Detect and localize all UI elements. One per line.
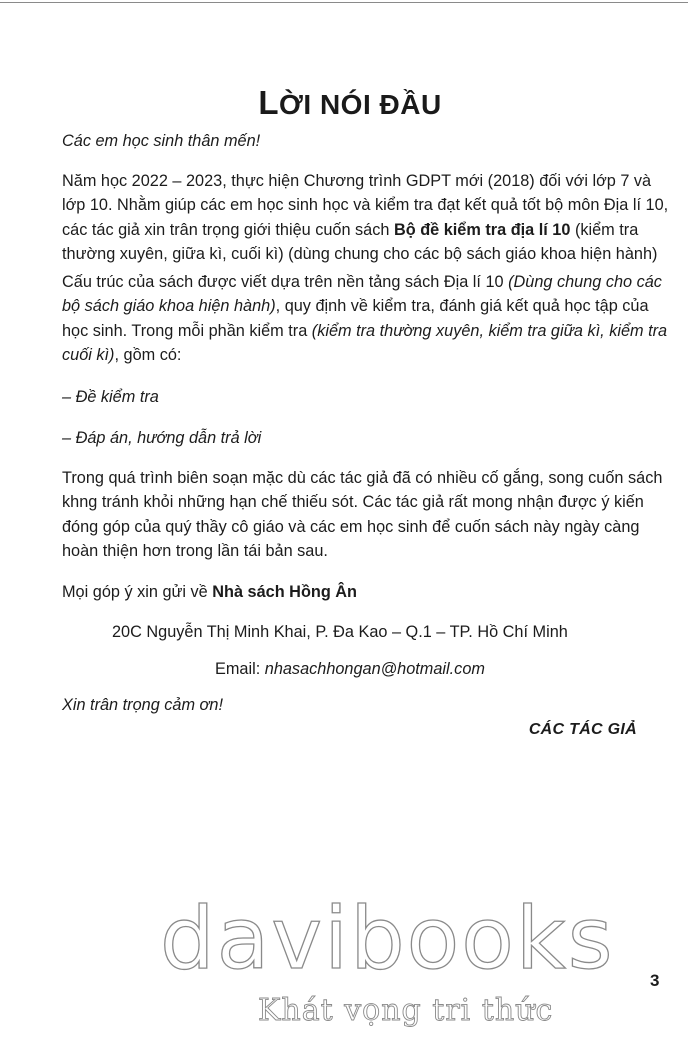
email-address: nhasachhongan@hotmail.com (264, 659, 485, 678)
list-item-exam: – Đề kiểm tra (62, 387, 159, 406)
contact-line (62, 580, 670, 605)
contact-prefix: Mọi góp ý xin gửi về (62, 582, 213, 601)
paragraph-1 (62, 169, 670, 267)
email-label: Email: (215, 659, 265, 678)
paragraph-2 (62, 270, 670, 368)
author-signature: CÁC TÁC GIẢ (528, 721, 637, 738)
paragraph-1-text-b: (kiểm tra thường xuyên, giữa kì, cuối kì) (dùng chung cho các bộ sách giáo khoa hiện hành) (62, 220, 658, 263)
paragraph-2-text-b: , quy định về kiểm tra, đánh giá kết quả học tập của học sinh. Trong mỗi phần kiểm tra (62, 297, 649, 340)
book-title: Bộ đề kiểm tra địa lí 10 (393, 220, 571, 239)
paragraph-1-text-a: Năm học 2022 – 2023, thực hiện Chương trình GDPT mới (2018) đối với lớp 7 và lớp 10. Nhằm giúp các em học sinh học và kiểm tra đạt kết quả tốt bộ môn Địa lí 10, các tác giả xin trân trọng giới thiệu cuốn sách (62, 171, 669, 239)
paragraph-2-italic-2: (kiểm tra thường xuyên, kiểm tra giữa kì, kiểm tra cuối kì) (62, 321, 668, 364)
paragraph-3: Trong quá trình biên soạn mặc dù các tác giả đã có nhiều cố gắng, song cuốn sách khng tránh khỏi những hạn chế thiếu sót. Các tác giả rất mong nhận được ý kiến đóng góp của quý thầy cô giáo và các em học sinh để cuốn sách này ngày càng hoàn thiện hơn trong lần tái bản sau. (62, 468, 663, 560)
email-line (62, 657, 670, 682)
paragraph-2-text-c: , gồm có: (114, 346, 182, 364)
paragraph-2-text-a: Cấu trúc của sách được viết dựa trên nền tảng sách Địa lí 10 (62, 272, 509, 291)
paragraph-2-italic-1: (Dùng chung cho các bộ sách giáo khoa hiện hành) (62, 272, 662, 315)
greeting: Các em học sinh thân mến! (62, 132, 261, 150)
thanks-line: Xin trân trọng cảm ơn! (62, 696, 223, 714)
publisher-name: Nhà sách Hồng Ân (212, 582, 358, 601)
title-first-letter: L (258, 84, 279, 121)
list-item-answers: – Đáp án, hướng dẫn trả lời (62, 429, 262, 447)
title-rest: ỜI NÓI ĐẦU (279, 89, 442, 120)
watermark-logo: davibooks (160, 889, 615, 989)
body-text (62, 129, 670, 718)
page-title (0, 84, 700, 122)
page-number: 3 (650, 971, 660, 990)
top-rule (0, 2, 688, 3)
publisher-address: 20C Nguyễn Thị Minh Khai, P. Đa Kao – Q.1 – TP. Hồ Chí Minh (112, 623, 568, 641)
watermark-slogan: Khát vọng tri thức (258, 993, 554, 1028)
